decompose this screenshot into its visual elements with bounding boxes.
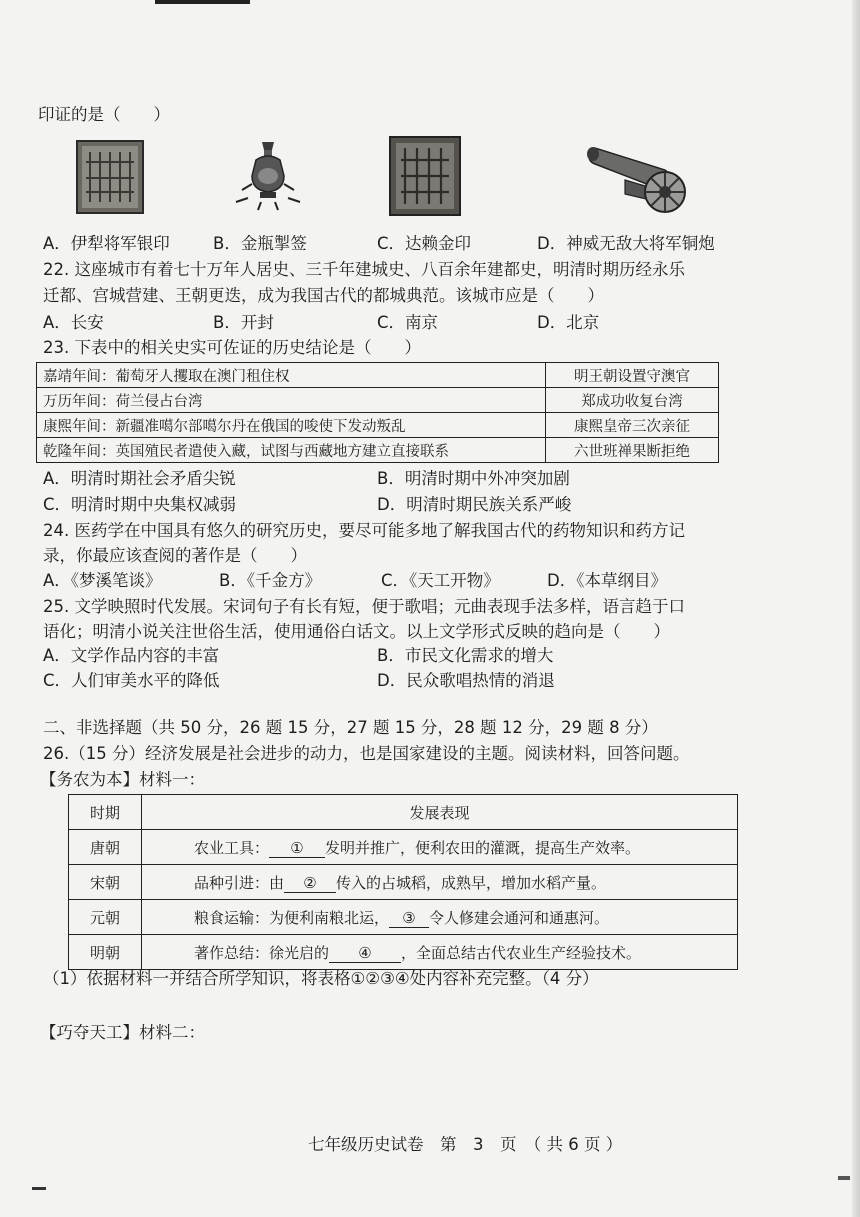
period-column-header: 时期	[69, 795, 142, 830]
table-row	[37, 363, 719, 388]
desc-cell	[142, 935, 738, 970]
desc-cell	[142, 865, 738, 900]
q23-result-cell: 明王朝设置守澳官	[546, 363, 719, 388]
q21-option-b[interactable]: B．金瓶掣签	[213, 234, 307, 253]
q24-stem-line1: 24. 医药学在中国具有悠久的研究历史，要尽可能多地了解我国古代的药物知识和药方记	[43, 521, 685, 540]
q23-result-cell: 康熙皇帝三次亲征	[546, 413, 719, 438]
table-header-row	[69, 795, 738, 830]
q22-stem-line1: 22. 这座城市有着七十万年人居史、三千年建城史、八百余年建都史，明清时期历经永乐	[43, 260, 685, 279]
scan-mark	[32, 1187, 46, 1190]
q23-evidence-table	[36, 362, 719, 463]
q25-stem-line2: 语化；明清小说关注世俗生活，使用通俗白话文。以上文学形式反映的趋向是（ ）	[43, 622, 670, 641]
q24-option-a[interactable]: A．《梦溪笔谈》	[43, 571, 162, 590]
q23-result-cell: 郑成功收复台湾	[546, 388, 719, 413]
q25-option-a[interactable]: A．文学作品内容的丰富	[43, 646, 220, 665]
q26-agriculture-table	[68, 794, 738, 970]
q25-option-d[interactable]: D．民众歌唱热情的消退	[377, 671, 555, 690]
scan-artifact-bar	[155, 0, 250, 4]
scan-mark	[838, 1176, 850, 1180]
q21-option-c[interactable]: C．达赖金印	[377, 234, 472, 253]
scan-page-edge	[852, 0, 860, 1217]
q23-option-d[interactable]: D．明清时期民族关系严峻	[377, 495, 572, 514]
period-cell: 明朝	[69, 935, 142, 970]
table-row	[37, 438, 719, 463]
period-cell: 唐朝	[69, 830, 142, 865]
q23-fact-cell: 万历年间：荷兰侵占台湾	[37, 388, 546, 413]
q23-result-cell: 六世班禅果断拒绝	[546, 438, 719, 463]
q26-material2-label: 【巧夺天工】材料二：	[40, 1023, 205, 1042]
silver-seal-image	[76, 140, 144, 214]
q23-stem: 23. 下表中的相关史实可佐证的历史结论是（ ）	[43, 338, 421, 357]
q21-option-d[interactable]: D．神威无敌大将军铜炮	[537, 234, 715, 253]
blank-2[interactable]: ②	[284, 874, 336, 893]
blank-1[interactable]: ①	[269, 839, 325, 858]
q25-option-c[interactable]: C．人们审美水平的降低	[43, 671, 220, 690]
q24-stem-line2: 录，你最应该查阅的著作是（ ）	[43, 546, 307, 565]
table-row	[37, 413, 719, 438]
q26-intro: 26.（15 分）经济发展是社会进步的动力，也是国家建设的主题。阅读材料，回答问题。	[43, 744, 690, 763]
desc-post: 传入的占城稻，成熟早，增加水稻产量。	[336, 873, 607, 892]
desc-pre: 著作总结：徐光启的	[194, 943, 330, 962]
q24-option-d[interactable]: D．《本草纲目》	[547, 571, 667, 590]
q25-option-b[interactable]: B．市民文化需求的增大	[377, 646, 554, 665]
desc-pre: 品种引进：由	[194, 873, 285, 892]
q23-fact-cell: 嘉靖年间：葡萄牙人攫取在澳门租住权	[37, 363, 546, 388]
q22-option-b[interactable]: B．开封	[213, 313, 274, 332]
table-row	[69, 830, 738, 865]
period-cell: 宋朝	[69, 865, 142, 900]
desc-post: 发明并推广，便利农田的灌溉，提高生产效率。	[325, 838, 641, 857]
desc-post: 令人修建会通河和通惠河。	[429, 908, 610, 927]
page-footer: 七年级历史试卷 第 3 页 （ 共 6 页 ）	[308, 1135, 623, 1154]
desc-pre: 粮食运输：为便利南粮北运，	[194, 908, 390, 927]
q21-option-a[interactable]: A．伊犁将军银印	[43, 234, 170, 253]
q23-fact-cell: 乾隆年间：英国殖民者遣使入藏，试图与西藏地方建立直接联系	[37, 438, 546, 463]
dalai-gold-seal-image	[389, 136, 461, 216]
section2-heading: 二、非选择题（共 50 分，26 题 15 分，27 题 15 分，28 题 12 分，29 题 8 分）	[43, 718, 658, 737]
table-row	[37, 388, 719, 413]
q22-option-c[interactable]: C．南京	[377, 313, 439, 332]
desc-cell	[142, 830, 738, 865]
blank-4[interactable]: ④	[329, 944, 401, 963]
q23-fact-cell: 康熙年间：新疆准噶尔部噶尔丹在俄国的唆使下发动叛乱	[37, 413, 546, 438]
bronze-cannon-image	[585, 136, 695, 216]
q22-stem-line2: 迁都、宫城营建、王朝更迭，成为我国古代的都城典范。该城市应是（ ）	[43, 286, 604, 305]
desc-cell	[142, 900, 738, 935]
q24-option-b[interactable]: B．《千金方》	[219, 571, 322, 590]
q21-stem-tail: 印证的是（ ）	[38, 105, 170, 124]
desc-pre: 农业工具：	[194, 838, 270, 857]
desc-column-header: 发展表现	[142, 795, 738, 830]
q22-option-a[interactable]: A．长安	[43, 313, 104, 332]
q23-option-c[interactable]: C．明清时期中央集权减弱	[43, 495, 237, 514]
q23-option-a[interactable]: A．明清时期社会矛盾尖锐	[43, 469, 236, 488]
q26-sub1: （1）依据材料一并结合所学知识，将表格①②③④处内容补充完整。（4 分）	[43, 969, 599, 988]
q25-stem-line1: 25. 文学映照时代发展。宋词句子有长有短，便于歌唱；元曲表现手法多样，语言趋于口	[43, 597, 685, 616]
period-cell: 元朝	[69, 900, 142, 935]
table-row	[69, 900, 738, 935]
q26-material1-label: 【务农为本】材料一：	[40, 770, 205, 789]
table-row	[69, 935, 738, 970]
table-row	[69, 865, 738, 900]
q23-option-b[interactable]: B．明清时期中外冲突加剧	[377, 469, 570, 488]
q22-option-d[interactable]: D．北京	[537, 313, 600, 332]
q24-option-c[interactable]: C．《天工开物》	[381, 571, 500, 590]
golden-urn-image	[228, 136, 308, 216]
blank-3[interactable]: ③	[389, 909, 429, 928]
desc-post: ，全面总结古代农业生产经验技术。	[401, 943, 642, 962]
